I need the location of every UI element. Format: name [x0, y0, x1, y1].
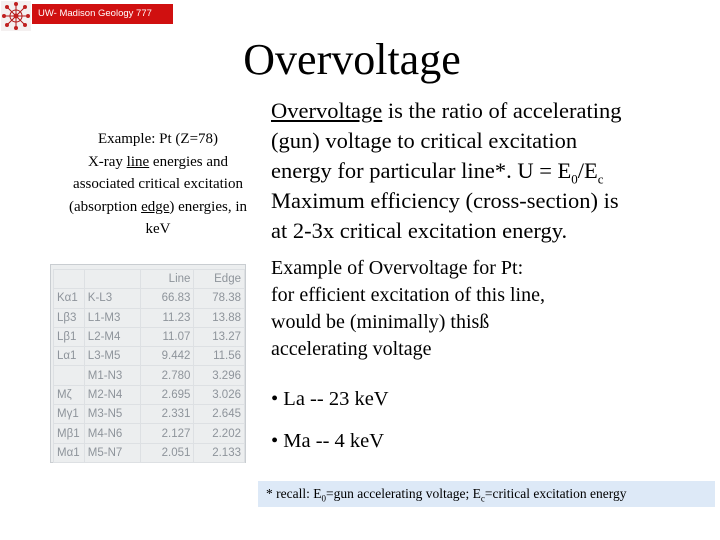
bullet-ma: • Ma -- 4 keV: [271, 430, 385, 452]
line-energy-cell: 11.07: [141, 327, 194, 346]
line-name-cell: [54, 366, 85, 385]
overvoltage-example: Example of Overvoltage for Pt: for efficient excitation of this line, would be (minimally) thisß accelerating voltage: [271, 257, 545, 360]
header-line: Line: [141, 270, 194, 289]
table-caption: Example: Pt (Z=78) X-ray line energies and associated critical excitation (absorption edge) energies, in keV: [68, 131, 248, 237]
table-row: [54, 327, 245, 346]
table-row: [54, 405, 245, 424]
slide-title: Overvoltage: [243, 35, 461, 84]
overvoltage-definition: Overvoltage is the ratio of accelerating (gun) voltage to critical excitation energy for particular line*. $U = E_0/E_c$ Maximum efficiency (cross-section) is at 2-3x critical excitation energy.: [271, 98, 622, 243]
table-header-row: [54, 270, 245, 289]
line-name-cell: Lβ1: [54, 327, 85, 346]
line-energy-cell: 2.127: [141, 424, 194, 443]
edge-energy-cell: 2.133: [194, 443, 245, 462]
edge-energy-cell: 3.026: [194, 385, 245, 404]
line-name-cell: Mζ: [54, 385, 85, 404]
line-name-cell: Mγ1: [54, 405, 85, 424]
transition-cell: K-L3: [84, 289, 141, 308]
edge-energy-cell: 2.645: [194, 405, 245, 424]
bullet-la: • La -- 23 keV: [271, 388, 389, 410]
table-row: [54, 289, 245, 308]
header-cell: [84, 270, 141, 289]
transition-cell: M5-N7: [84, 443, 141, 462]
transition-cell: L2-M4: [84, 327, 141, 346]
line-energy-cell: 2.695: [141, 385, 194, 404]
table-row: [54, 366, 245, 385]
table-row: [54, 424, 245, 443]
line-energy-cell: 2.331: [141, 405, 194, 424]
edge-energy-cell: 11.56: [194, 347, 245, 366]
energy-table: [53, 269, 245, 463]
line-energy-cell: 11.23: [141, 308, 194, 327]
line-energy-cell: 66.83: [141, 289, 194, 308]
footnote: * recall: $E_0=gun$ accelerating voltage; $E_c=critical$ excitation energy: [258, 481, 715, 507]
line-name-cell: Lα1: [54, 347, 85, 366]
table-row: [54, 347, 245, 366]
transition-cell: M1-N3: [84, 366, 141, 385]
transition-cell: L3-M5: [84, 347, 141, 366]
course-banner: UW- Madison Geology 777: [32, 4, 173, 24]
table-row: [54, 443, 245, 462]
table-row: [54, 385, 245, 404]
line-energy-cell: 2.780: [141, 366, 194, 385]
transition-cell: M3-N5: [84, 405, 141, 424]
line-name-cell: Mα1: [54, 443, 85, 462]
line-name-cell: Kα1: [54, 289, 85, 308]
transition-cell: M4-N6: [84, 424, 141, 443]
header-cell: [54, 270, 85, 289]
edge-energy-cell: 2.202: [194, 424, 245, 443]
pt-energy-table: [50, 264, 246, 463]
line-name-cell: Lβ3: [54, 308, 85, 327]
uw-geology-logo: [1, 1, 31, 31]
header-edge: Edge: [194, 270, 245, 289]
edge-energy-cell: 13.88: [194, 308, 245, 327]
line-name-cell: Mβ1: [54, 424, 85, 443]
transition-cell: M2-N4: [84, 385, 141, 404]
table-row: [54, 308, 245, 327]
edge-energy-cell: 3.296: [194, 366, 245, 385]
line-energy-cell: 9.442: [141, 347, 194, 366]
line-energy-cell: 2.051: [141, 443, 194, 462]
transition-cell: L1-M3: [84, 308, 141, 327]
edge-energy-cell: 78.38: [194, 289, 245, 308]
edge-energy-cell: 13.27: [194, 327, 245, 346]
